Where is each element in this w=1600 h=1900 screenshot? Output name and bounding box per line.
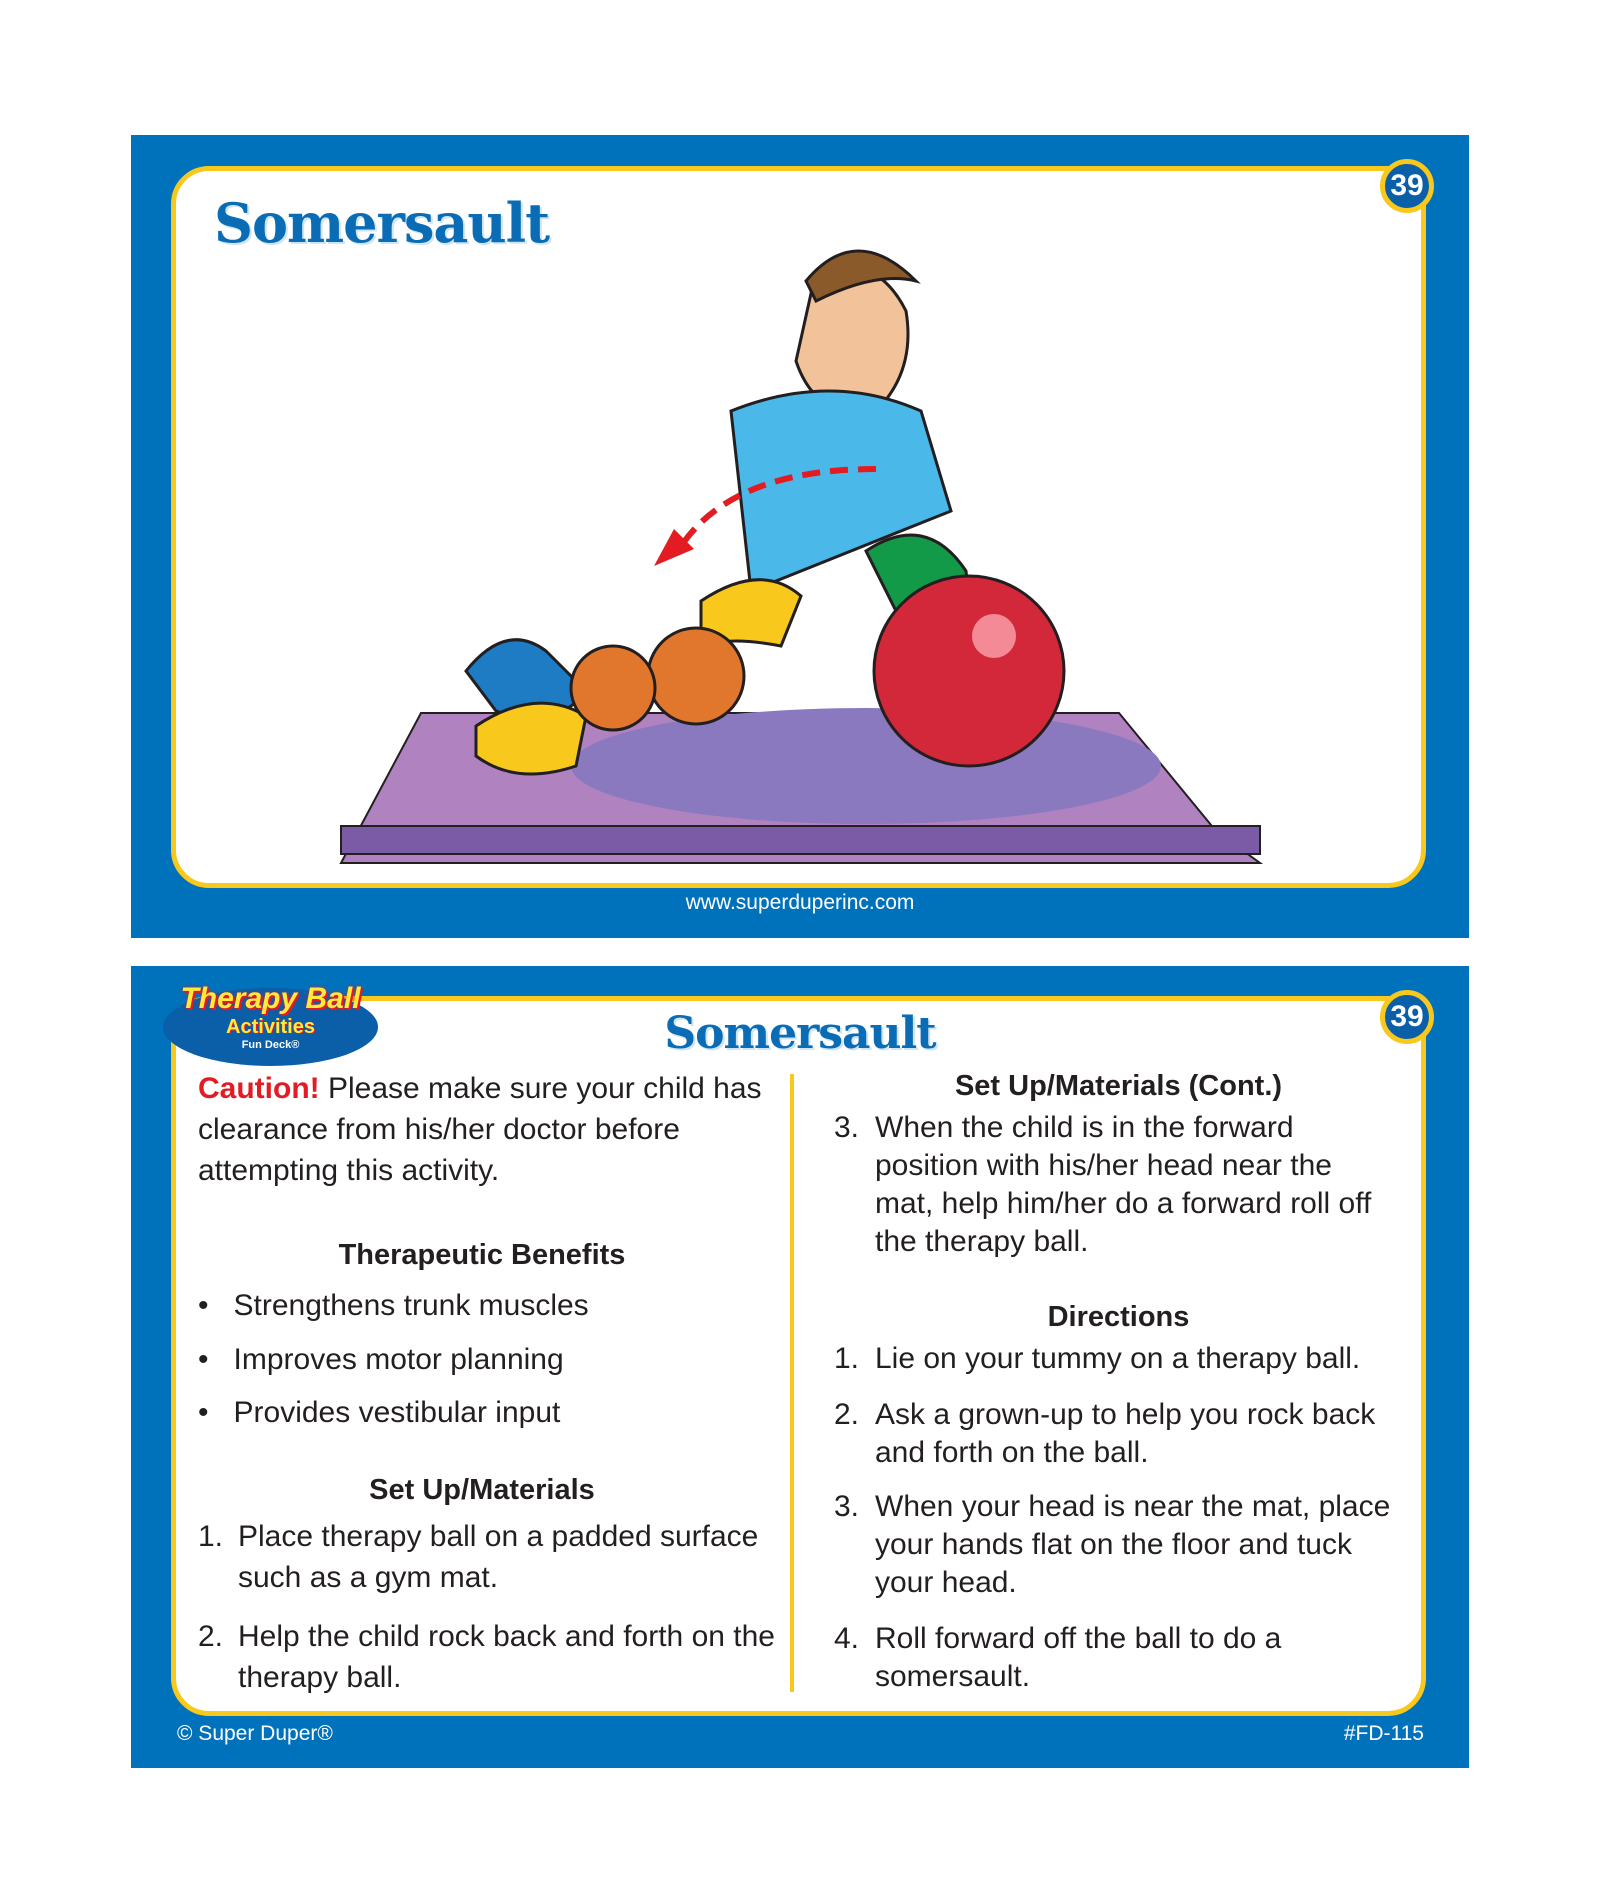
card-number-badge: 39 — [1380, 990, 1434, 1044]
list-item — [834, 1620, 1394, 1696]
benefits-heading: Therapeutic Benefits — [338, 1239, 626, 1271]
list-item — [834, 1109, 1394, 1261]
logo-line2: Activities — [226, 1016, 315, 1038]
list-item — [834, 1396, 1394, 1472]
logo-line3: Fun Deck® — [241, 1039, 300, 1051]
directions-heading: Directions — [1047, 1301, 1190, 1333]
item-number: 2. — [834, 1398, 860, 1431]
item-text: Ask a grown-up to help you rock back and forth on the ball. — [875, 1398, 1376, 1469]
product-code: #FD-115 — [1343, 1722, 1424, 1745]
benefit-text: Provides vestibular input — [233, 1396, 561, 1429]
list-item: • Strengthens trunk muscles — [198, 1289, 589, 1322]
list-item: • Provides vestibular input — [198, 1396, 561, 1429]
item-number: 1. — [198, 1520, 224, 1553]
caution-text — [198, 1068, 778, 1191]
item-number: 3. — [834, 1490, 860, 1523]
item-number: 4. — [834, 1622, 860, 1655]
item-text: Help the child rock back and forth on the therapy ball. — [238, 1620, 775, 1694]
list-item — [198, 1516, 778, 1598]
list-item — [834, 1340, 1394, 1378]
back-card — [131, 966, 1469, 1768]
copyright: © Super Duper® — [177, 1722, 333, 1745]
item-number: 3. — [834, 1111, 860, 1144]
item-number: 1. — [834, 1342, 860, 1375]
column-divider — [790, 1074, 794, 1692]
item-number: 2. — [198, 1620, 224, 1653]
item-text: When the child is in the forward position with his/her head near the mat, help him/her do a forward roll off the therapy ball. — [875, 1111, 1372, 1258]
logo-line1: Therapy Ball — [180, 982, 361, 1015]
benefit-text: Strengthens trunk muscles — [233, 1289, 589, 1322]
somersault-illustration — [176, 171, 1431, 893]
front-card — [131, 135, 1469, 938]
benefit-text: Improves motor planning — [233, 1343, 564, 1376]
list-item — [834, 1488, 1394, 1602]
list-item — [198, 1616, 778, 1698]
front-card-panel — [171, 166, 1426, 888]
front-title: Somersault — [214, 191, 550, 255]
item-text: Roll forward off the ball to do a somersault. — [875, 1622, 1282, 1693]
back-title: Somersault — [664, 1008, 936, 1059]
item-text: When your head is near the mat, place your hands flat on the floor and tuck your head. — [875, 1490, 1391, 1599]
caution-label: Caution! — [198, 1072, 320, 1105]
item-text: Lie on your tummy on a therapy ball. — [875, 1342, 1361, 1375]
item-text: Place therapy ball on a padded surface such as a gym mat. — [238, 1520, 759, 1594]
website-url[interactable]: www.superduperinc.com — [685, 891, 915, 914]
list-item: • Improves motor planning — [198, 1343, 564, 1376]
caution-body: Please make sure your child has clearance from his/her doctor before attempting this activity. — [198, 1072, 762, 1187]
setup-heading: Set Up/Materials — [369, 1474, 595, 1506]
card-number-badge: 39 — [1380, 159, 1434, 213]
setup-cont-heading: Set Up/Materials (Cont.) — [954, 1070, 1283, 1102]
